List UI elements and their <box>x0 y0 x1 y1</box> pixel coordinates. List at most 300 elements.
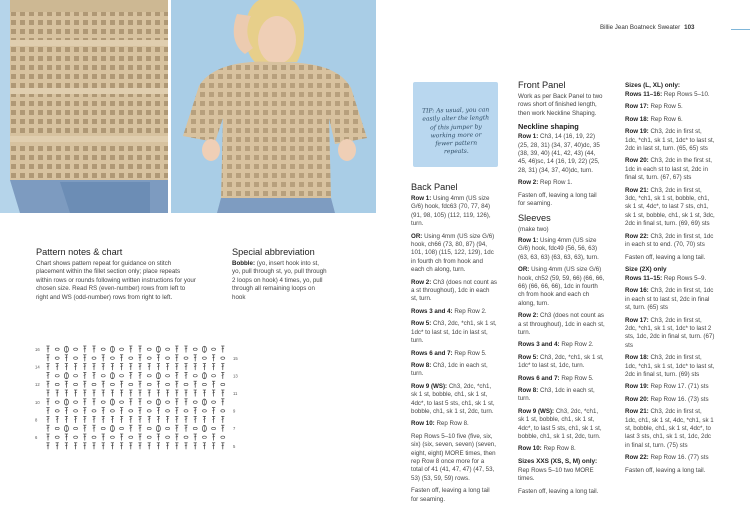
double-crochet-symbol <box>185 427 187 428</box>
instruction-text: Ch3, 2dc in first st, 1dc, ch1, sk 1 st, 4dc, *ch1, sk 1 st, bobble, ch1, sk 1 st, 4dc*, to last 3 sts, ch1, sk 1 st, 1dc, 2dc in final st, turn. (75) sts <box>625 408 714 449</box>
sleeves-subtitle: (make two) <box>518 226 549 234</box>
double-crochet-symbol <box>47 401 49 402</box>
double-crochet-symbol <box>47 436 49 437</box>
double-crochet-symbol <box>74 419 76 420</box>
instruction-text: Ch3, 2dc in first st, 1dc in each st to end. (70, 70) sts <box>625 232 714 249</box>
double-crochet-symbol <box>185 445 187 446</box>
instruction-lead: Row 5: <box>411 320 432 328</box>
double-crochet-symbol <box>130 445 132 446</box>
double-crochet-symbol <box>120 445 122 446</box>
chain-symbol <box>55 383 59 385</box>
double-crochet-symbol <box>148 445 150 446</box>
double-crochet-symbol <box>148 366 150 367</box>
instruction-lead: Row 20: <box>625 157 649 165</box>
double-crochet-symbol <box>139 392 141 393</box>
chain-symbol <box>55 427 59 429</box>
instruction-line <box>625 317 715 351</box>
tip-box <box>413 82 498 167</box>
double-crochet-symbol <box>203 366 205 367</box>
back-panel-title: Back Panel <box>411 182 458 192</box>
sleeves-instructions <box>518 237 605 454</box>
chain-symbol <box>101 401 105 403</box>
double-crochet-symbol <box>47 427 49 428</box>
chain-symbol <box>202 436 206 438</box>
instruction-text: Fasten off, leaving a long tail. <box>625 466 706 474</box>
double-crochet-symbol <box>93 375 95 376</box>
chain-symbol <box>147 375 151 377</box>
abbreviation-definition: (yo, insert hook into st, yo, pull through st, yo, pull through 2 loops on hook) 4 times, yo, pull through all remaining loops on hook <box>232 260 327 301</box>
chain-symbol <box>184 357 188 359</box>
chain-symbol <box>120 375 124 377</box>
double-crochet-symbol <box>130 419 132 420</box>
instruction-lead: OR: <box>411 232 423 240</box>
instruction-line <box>518 354 605 371</box>
double-crochet-symbol <box>176 410 178 411</box>
instruction-text: Fasten off, leaving a long tail. <box>518 487 599 495</box>
instruction-line <box>625 157 715 182</box>
double-crochet-symbol <box>212 366 214 367</box>
double-crochet-symbol <box>120 383 122 384</box>
sleeves-size-instructions <box>518 467 605 496</box>
double-crochet-symbol <box>203 392 205 393</box>
double-crochet-symbol <box>212 436 214 437</box>
instruction-text: Fasten off, leaving a long tail for seaming. <box>518 191 597 208</box>
instruction-line <box>625 103 715 111</box>
instruction-line <box>625 254 715 262</box>
instruction-line <box>625 91 715 99</box>
instruction-lead: Row 8: <box>411 361 432 369</box>
chain-symbol <box>212 348 216 350</box>
chain-symbol <box>212 427 216 429</box>
chain-symbol <box>184 410 188 412</box>
double-crochet-symbol <box>65 357 67 358</box>
chain-symbol <box>55 401 59 403</box>
double-crochet-symbol <box>130 427 132 428</box>
double-crochet-symbol <box>84 445 86 446</box>
double-crochet-symbol <box>157 383 159 384</box>
chain-symbol <box>74 357 78 359</box>
chain-symbol <box>74 348 78 350</box>
double-crochet-symbol <box>176 401 178 402</box>
instruction-line <box>625 383 715 391</box>
instruction-text: Ch3, 2dc, *ch1, sk 1 st, bobble, ch1, sk 1 st, 4dc*, to last 5 sts, ch1, sk 1 st, bobble, ch1, sk 1 st, 2dc, turn. <box>411 382 495 415</box>
chain-symbol <box>101 375 105 377</box>
neckline-instructions <box>518 133 605 208</box>
chain-symbol <box>193 375 197 377</box>
double-crochet-symbol <box>111 366 113 367</box>
chain-symbol <box>55 375 59 377</box>
instruction-text: Ch3, 2dc in first st, 1dc, *ch1, sk 1 st, 1dc* to last st, 2dc in final st, turn. (69) sts <box>625 354 715 378</box>
chart-row-number: 6 <box>35 435 38 440</box>
instruction-text: Ch3, 2dc, *ch1, sk 1 st, bobble, ch1, sk 1 st, 4dc*, to last 5 sts, ch1, sk 1 st, bobble, ch1, sk 1 st, 2dc, turn. <box>518 407 602 440</box>
instruction-lead: Row 19: <box>625 383 649 391</box>
chain-symbol <box>184 436 188 438</box>
abbreviation-term: Bobble: <box>232 260 256 267</box>
instruction-lead: Row 2: <box>411 278 432 286</box>
double-crochet-symbol <box>93 392 95 393</box>
double-crochet-symbol <box>212 445 214 446</box>
double-crochet-symbol <box>65 445 67 446</box>
instruction-line <box>625 116 715 124</box>
double-crochet-symbol <box>212 392 214 393</box>
pattern-notes-body: Chart shows pattern repeat for guidance on stitch placement within the fillet section only; place repeats within rows or rounds following written instructions for your chosen size. Read RS (even-number) rows from left to right and WS (odd-number) rows from right to left. <box>36 260 196 301</box>
instruction-line <box>625 354 715 379</box>
instruction-lead: Row 17: <box>625 316 649 324</box>
double-crochet-symbol <box>194 392 196 393</box>
stitch-chart <box>34 340 242 450</box>
double-crochet-symbol <box>93 348 95 349</box>
double-crochet-symbol <box>222 401 224 402</box>
chain-symbol <box>221 410 225 412</box>
instruction-text: Rep Rows 5–10 five (five, six, six) (six, seven, seven) (seven, eight, eight) MORE times, then rep Row 8 once more for a total of 41 (41, 47, 47) (47, 53, 53) (53, 59, 59) rows. <box>411 432 496 482</box>
chain-symbol <box>193 348 197 350</box>
chain-symbol <box>166 436 170 438</box>
abbreviation-title: Special abbreviation <box>232 247 315 257</box>
double-crochet-symbol <box>65 366 67 367</box>
double-crochet-symbol <box>120 410 122 411</box>
double-crochet-symbol <box>176 375 178 376</box>
instruction-lead: Row 8: <box>518 386 539 394</box>
double-crochet-symbol <box>222 445 224 446</box>
double-crochet-symbol <box>120 366 122 367</box>
double-crochet-symbol <box>102 392 104 393</box>
instruction-text: Ch3, 2dc in first st, 2dc, *ch1, sk 1 st, 1dc* to last 2 sts, 1dc, 2dc in final st, turn. (67) sts <box>625 316 715 349</box>
front-panel-intro: Work as per Back Panel to two rows short of finished length, then work Neckline Shaping. <box>518 93 603 117</box>
chain-symbol <box>147 348 151 350</box>
double-crochet-symbol <box>185 401 187 402</box>
chain-symbol <box>221 383 225 385</box>
double-crochet-symbol <box>139 357 141 358</box>
instruction-line <box>518 467 605 484</box>
double-crochet-symbol <box>176 383 178 384</box>
double-crochet-symbol <box>93 366 95 367</box>
instruction-line <box>411 487 497 504</box>
sizes-lxl-title: Sizes (L, XL) only: <box>625 82 681 89</box>
double-crochet-symbol <box>130 348 132 349</box>
double-crochet-symbol <box>84 375 86 376</box>
double-crochet-symbol <box>139 445 141 446</box>
sweater-closeup-photo <box>0 0 168 213</box>
front-panel-title: Front Panel <box>518 80 566 90</box>
double-crochet-symbol <box>157 436 159 437</box>
double-crochet-symbol <box>194 445 196 446</box>
chain-symbol <box>74 401 78 403</box>
chain-symbol <box>92 410 96 412</box>
double-crochet-symbol <box>185 366 187 367</box>
double-crochet-symbol <box>185 348 187 349</box>
instruction-line <box>518 387 605 404</box>
instruction-text: Ch3, 2dc in first st, 1dc, *ch1, sk 1 st, 1dc* to last st, 2dc in last st, turn. (65, 65) sts <box>625 128 715 153</box>
instruction-line <box>625 287 715 312</box>
double-crochet-symbol <box>111 392 113 393</box>
chain-symbol <box>147 436 151 438</box>
sizes-lxl-instructions <box>625 91 715 262</box>
chain-symbol <box>74 427 78 429</box>
instruction-lead: Row 19: <box>625 128 649 136</box>
instruction-text: Fasten off, leaving a long tail for seaming. <box>411 487 490 503</box>
double-crochet-symbol <box>185 419 187 420</box>
model-photo <box>171 0 376 213</box>
chain-symbol <box>101 427 105 429</box>
instruction-lead: Row 17: <box>625 103 649 111</box>
instruction-text: Using 4mm (US size G/6) hook, ch52 (59, 59, 66) (66, 66, 66) (66, 66, 66), 1dc in fourth ch from hook and each ch along, turn. <box>518 266 605 307</box>
instruction-lead: Row 16: <box>625 287 649 295</box>
double-crochet-symbol <box>93 401 95 402</box>
instruction-lead: Rows 6 and 7: <box>518 374 560 382</box>
double-crochet-symbol <box>84 383 86 384</box>
double-crochet-symbol <box>120 392 122 393</box>
double-crochet-symbol <box>93 445 95 446</box>
double-crochet-symbol <box>139 401 141 402</box>
page-number: 103 <box>684 24 695 31</box>
double-crochet-symbol <box>47 357 49 358</box>
instruction-lead: OR: <box>518 266 530 274</box>
chart-row-number: 10 <box>35 399 40 405</box>
chain-symbol <box>212 401 216 403</box>
chain-symbol <box>193 427 197 429</box>
double-crochet-symbol <box>185 392 187 393</box>
instruction-text: Rep Row 2. <box>452 307 487 315</box>
double-crochet-symbol <box>47 445 49 446</box>
double-crochet-symbol <box>47 348 49 349</box>
instruction-lead: Row 10: <box>411 420 435 428</box>
chain-symbol <box>55 348 59 350</box>
chain-symbol <box>74 375 78 377</box>
double-crochet-symbol <box>130 366 132 367</box>
double-crochet-symbol <box>102 445 104 446</box>
chain-symbol <box>166 357 170 359</box>
instruction-line <box>411 233 497 275</box>
chart-row-number: 9 <box>233 408 236 414</box>
double-crochet-symbol <box>65 383 67 384</box>
chain-symbol <box>147 427 151 429</box>
instruction-text: Rep Row 5. <box>452 349 487 357</box>
pattern-title: Billie Jean Boatneck Sweater <box>600 24 681 31</box>
instruction-lead: Row 1: <box>518 133 539 141</box>
instruction-lead: Rows 3 and 4: <box>411 307 453 315</box>
instruction-lead: Rows 3 and 4: <box>518 341 560 349</box>
double-crochet-symbol <box>111 419 113 420</box>
back-panel-instructions <box>411 195 497 504</box>
chain-symbol <box>147 357 151 359</box>
tip-text: TIP: As usual, you can easily alter the length of this jumper by working more or fewer pattern repeats. <box>421 106 490 156</box>
instruction-line <box>411 433 497 483</box>
double-crochet-symbol <box>157 357 159 358</box>
double-crochet-symbol <box>102 383 104 384</box>
chain-symbol <box>120 401 124 403</box>
double-crochet-symbol <box>120 419 122 420</box>
double-crochet-symbol <box>74 366 76 367</box>
double-crochet-symbol <box>102 357 104 358</box>
instruction-line <box>518 375 605 383</box>
instruction-text: Ch3, 2dc, *ch1, sk 1 st, 1dc* to last st, 1dc, turn. <box>518 353 604 370</box>
instruction-line <box>411 362 497 379</box>
instruction-text: Rep Rows 5–10 two MORE times. <box>518 466 594 483</box>
double-crochet-symbol <box>84 436 86 437</box>
instruction-line <box>411 308 497 316</box>
instruction-line <box>411 279 497 304</box>
instruction-text: Using 4mm (US size G/6) hook, fdc49 (56, 56, 63) (63, 63, 63) (63, 63, 63), turn. <box>518 236 599 261</box>
chain-symbol <box>120 348 124 350</box>
sleeves-title: Sleeves <box>518 213 551 224</box>
double-crochet-symbol <box>74 445 76 446</box>
double-crochet-symbol <box>84 357 86 358</box>
sleeves-size-title: Sizes XXS (XS, S, M) only: <box>518 457 598 465</box>
instruction-text: Using 4mm (US size G/6) hook, ch66 (73, 80, 87) (94, 101, 108) (115, 122, 129), 1dc in fourth ch from hook and each ch along, turn. <box>411 232 495 274</box>
instruction-lead: Rows 11–16: <box>625 91 663 98</box>
chain-symbol <box>129 436 133 438</box>
chart-row-number: 14 <box>35 364 40 370</box>
double-crochet-symbol <box>102 366 104 367</box>
instruction-lead: Row 22: <box>625 232 649 240</box>
chart-row-number: 7 <box>233 426 236 432</box>
double-crochet-symbol <box>157 392 159 393</box>
double-crochet-symbol <box>84 392 86 393</box>
double-crochet-symbol <box>157 410 159 411</box>
instruction-lead: Row 9 (WS): <box>411 382 448 390</box>
double-crochet-symbol <box>148 419 150 420</box>
double-crochet-symbol <box>176 436 178 437</box>
chain-symbol <box>101 348 105 350</box>
size-2x-instructions <box>625 275 715 475</box>
double-crochet-symbol <box>139 410 141 411</box>
abbreviation-section <box>232 247 328 302</box>
double-crochet-symbol <box>176 357 178 358</box>
double-crochet-symbol <box>47 383 49 384</box>
double-crochet-symbol <box>47 375 49 376</box>
instruction-text: Ch3, 14 (16, 19, 22) (25, 28, 31) (34, 37, 40)dc, 35 (38, 39, 40) (41, 42, 43) (44, 45, 46)sc, 14 (16, 19, 22) (25, 28, 31) (34, 37, 40)dc, turn. <box>518 133 600 174</box>
instruction-lead: Row 21: <box>625 408 649 416</box>
double-crochet-symbol <box>130 392 132 393</box>
instruction-lead: Row 2: <box>518 179 539 187</box>
double-crochet-symbol <box>222 427 224 428</box>
double-crochet-symbol <box>139 419 141 420</box>
instruction-text: Rep Row 17. (71) sts <box>648 383 709 391</box>
instruction-line <box>518 237 605 262</box>
chart-row-number: 15 <box>233 355 238 361</box>
instruction-text: Ch3 (does not count as a st throughout), 1dc in each st, turn. <box>411 278 497 303</box>
double-crochet-symbol <box>139 348 141 349</box>
chain-symbol <box>202 410 206 412</box>
chain-symbol <box>92 357 96 359</box>
instruction-text: Rep Rows 5–9. <box>662 274 707 282</box>
instruction-line <box>518 312 605 337</box>
double-crochet-symbol <box>194 436 196 437</box>
double-crochet-symbol <box>139 366 141 367</box>
double-crochet-symbol <box>157 445 159 446</box>
instruction-lead: Row 9 (WS): <box>518 407 555 415</box>
chain-symbol <box>147 410 151 412</box>
chain-symbol <box>74 436 78 438</box>
chain-symbol <box>129 357 133 359</box>
double-crochet-symbol <box>176 427 178 428</box>
instruction-text: Rep Row 8. <box>541 445 576 453</box>
chain-symbol <box>110 383 114 385</box>
chart-row-number: 12 <box>35 382 40 388</box>
double-crochet-symbol <box>84 419 86 420</box>
double-crochet-symbol <box>84 366 86 367</box>
double-crochet-symbol <box>203 419 205 420</box>
double-crochet-symbol <box>166 366 168 367</box>
instruction-text: Fasten off, leaving a long tail. <box>625 253 706 261</box>
size-2x-title: Size (2X) only <box>625 265 667 273</box>
instruction-lead: Row 22: <box>625 454 649 462</box>
chain-symbol <box>184 383 188 385</box>
double-crochet-symbol <box>166 445 168 446</box>
instruction-text: Rep Row 16. (73) sts <box>648 395 709 403</box>
double-crochet-symbol <box>93 419 95 420</box>
instruction-line <box>411 383 497 417</box>
double-crochet-symbol <box>203 445 205 446</box>
double-crochet-symbol <box>148 392 150 393</box>
double-crochet-symbol <box>47 392 49 393</box>
neckline-title: Neckline shaping <box>518 122 579 132</box>
chain-symbol <box>147 383 151 385</box>
chain-symbol <box>202 357 206 359</box>
sizes-section <box>625 80 715 479</box>
instruction-lead: Rows 11–15: <box>625 274 663 282</box>
double-crochet-symbol <box>93 427 95 428</box>
instruction-lead: Row 10: <box>518 445 542 453</box>
instruction-lead: Row 20: <box>625 395 649 403</box>
double-crochet-symbol <box>120 436 122 437</box>
instruction-line <box>518 341 605 349</box>
chain-symbol <box>166 427 170 429</box>
chain-symbol <box>166 383 170 385</box>
double-crochet-symbol <box>56 445 58 446</box>
chain-symbol <box>110 410 114 412</box>
double-crochet-symbol <box>222 375 224 376</box>
instruction-text: Ch3 (does not count as a st throughout), 1dc in each st, turn. <box>518 312 605 336</box>
double-crochet-symbol <box>194 357 196 358</box>
instruction-text: Rep Row 6. <box>648 115 683 123</box>
instruction-lead: Row 18: <box>625 354 649 362</box>
instruction-line <box>518 179 605 187</box>
instruction-line <box>625 467 715 475</box>
double-crochet-symbol <box>47 410 49 411</box>
chain-symbol <box>193 401 197 403</box>
chain-symbol <box>166 348 170 350</box>
chain-symbol <box>55 436 59 438</box>
chain-symbol <box>129 410 133 412</box>
instruction-line <box>625 275 715 283</box>
chain-symbol <box>147 401 151 403</box>
double-crochet-symbol <box>65 392 67 393</box>
double-crochet-symbol <box>56 366 58 367</box>
instruction-lead: Rows 6 and 7: <box>411 349 453 357</box>
back-panel-section <box>411 182 497 508</box>
double-crochet-symbol <box>139 375 141 376</box>
double-crochet-symbol <box>212 410 214 411</box>
instruction-text: Ch3, 2dc in the first st, 1dc in each st to last st, 2dc in final st, turn. (67, 67) sts <box>625 157 713 182</box>
double-crochet-symbol <box>47 419 49 420</box>
instruction-text: Ch3, 2dc in first st, 1dc in each st to last st, 2dc in final st, turn. (65) sts <box>625 287 714 312</box>
double-crochet-symbol <box>176 392 178 393</box>
instruction-line <box>518 445 605 453</box>
instruction-lead: Row 21: <box>625 186 649 194</box>
instruction-line <box>518 488 605 496</box>
instruction-line <box>625 396 715 404</box>
chain-symbol <box>221 436 225 438</box>
instruction-lead: Row 1: <box>518 236 539 244</box>
instruction-line <box>518 133 605 175</box>
double-crochet-symbol <box>176 366 178 367</box>
instruction-text: Rep Row 2. <box>559 341 594 349</box>
instruction-text: Rep Row 16. (77) sts <box>648 454 709 462</box>
chain-symbol <box>212 375 216 377</box>
double-crochet-symbol <box>194 366 196 367</box>
double-crochet-symbol <box>102 436 104 437</box>
